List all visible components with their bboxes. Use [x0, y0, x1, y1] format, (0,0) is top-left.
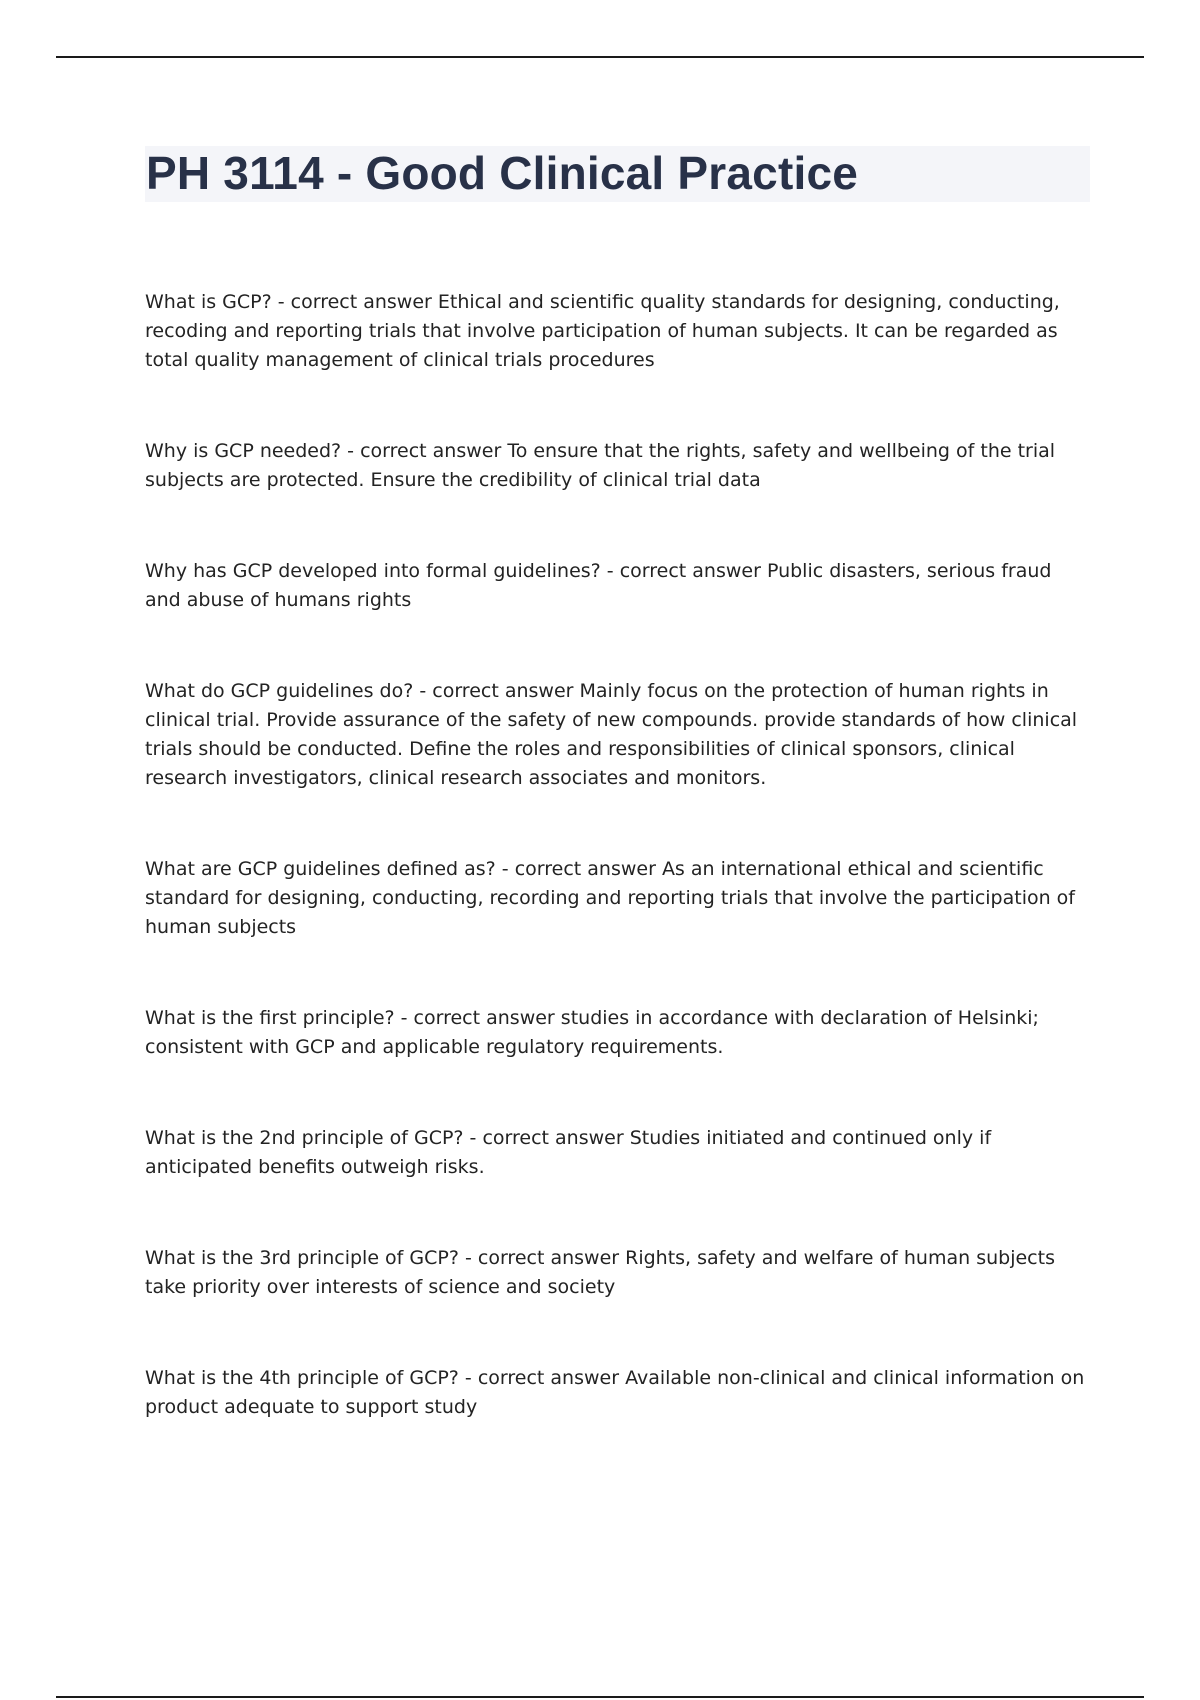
qa-item	[145, 437, 1090, 495]
qa-item	[145, 1244, 1090, 1302]
bottom-rule	[56, 1696, 1144, 1698]
answer-text: Mainly focus on the protection of human rights in clinical trial. Provide assurance of the safety of new compounds. provide standards of how clinical trials should be conducted. Define the roles and responsibilities of clinical sponsors, clinical research investigators, clinical research associates and monitors.	[145, 680, 1078, 789]
answer-text: To ensure that the rights, safety and wellbeing of the trial subjects are protected. Ensure the credibility of clinical trial data	[145, 440, 1056, 491]
page-title: PH 3114 - Good Clinical Practice	[146, 147, 859, 199]
question-text: What is GCP? -	[145, 291, 291, 313]
qa-item	[145, 677, 1090, 793]
top-rule	[56, 56, 1144, 58]
answer-text: As an international ethical and scientific standard for designing, conducting, recording and reporting trials that involve the participation of human subjects	[145, 858, 1075, 938]
answer-marker: correct answer	[477, 1367, 620, 1389]
qa-item	[145, 1364, 1090, 1422]
question-text: What is the 3rd principle of GCP? -	[145, 1247, 478, 1269]
question-text: What do GCP guidelines do? -	[145, 680, 432, 702]
qa-item	[145, 855, 1090, 942]
answer-text: Rights, safety and welfare of human subjects take priority over interests of science and society	[145, 1247, 1055, 1298]
qa-item	[145, 557, 1090, 615]
question-text: Why has GCP developed into formal guidelines? -	[145, 560, 620, 582]
answer-text: studies in accordance with declaration of Helsinki; consistent with GCP and applicable regulatory requirements.	[145, 1007, 1039, 1058]
question-text: What are GCP guidelines defined as? -	[145, 858, 515, 880]
qa-item	[145, 1124, 1090, 1182]
answer-marker: correct answer	[514, 858, 656, 880]
answer-marker: correct answer	[482, 1127, 624, 1149]
answer-text: Available non-clinical and clinical information on product adequate to support study	[145, 1367, 1085, 1418]
question-text: What is the 4th principle of GCP? -	[145, 1367, 478, 1389]
answer-marker: correct answer	[619, 560, 761, 582]
qa-item	[145, 1004, 1090, 1062]
qa-item	[145, 288, 1090, 375]
question-text: What is the 2nd principle of GCP? -	[145, 1127, 482, 1149]
answer-text: Ethical and scientific quality standards for designing, conducting, recoding and reporting trials that involve participation of human subjects. It can be regarded as total quality management of clinical trials procedures	[145, 291, 1060, 371]
question-text: Why is GCP needed? -	[145, 440, 360, 462]
answer-marker: correct answer	[432, 680, 574, 702]
answer-marker: correct answer	[413, 1007, 555, 1029]
answer-text: Public disasters, serious fraud and abuse of humans rights	[145, 560, 1052, 611]
question-text: What is the first principle? -	[145, 1007, 414, 1029]
answer-marker: correct answer	[290, 291, 432, 313]
answer-text: Studies initiated and continued only if anticipated benefits outweigh risks.	[145, 1127, 992, 1178]
qa-list	[145, 288, 1090, 1422]
answer-marker: correct answer	[360, 440, 502, 462]
answer-marker: correct answer	[477, 1247, 620, 1269]
